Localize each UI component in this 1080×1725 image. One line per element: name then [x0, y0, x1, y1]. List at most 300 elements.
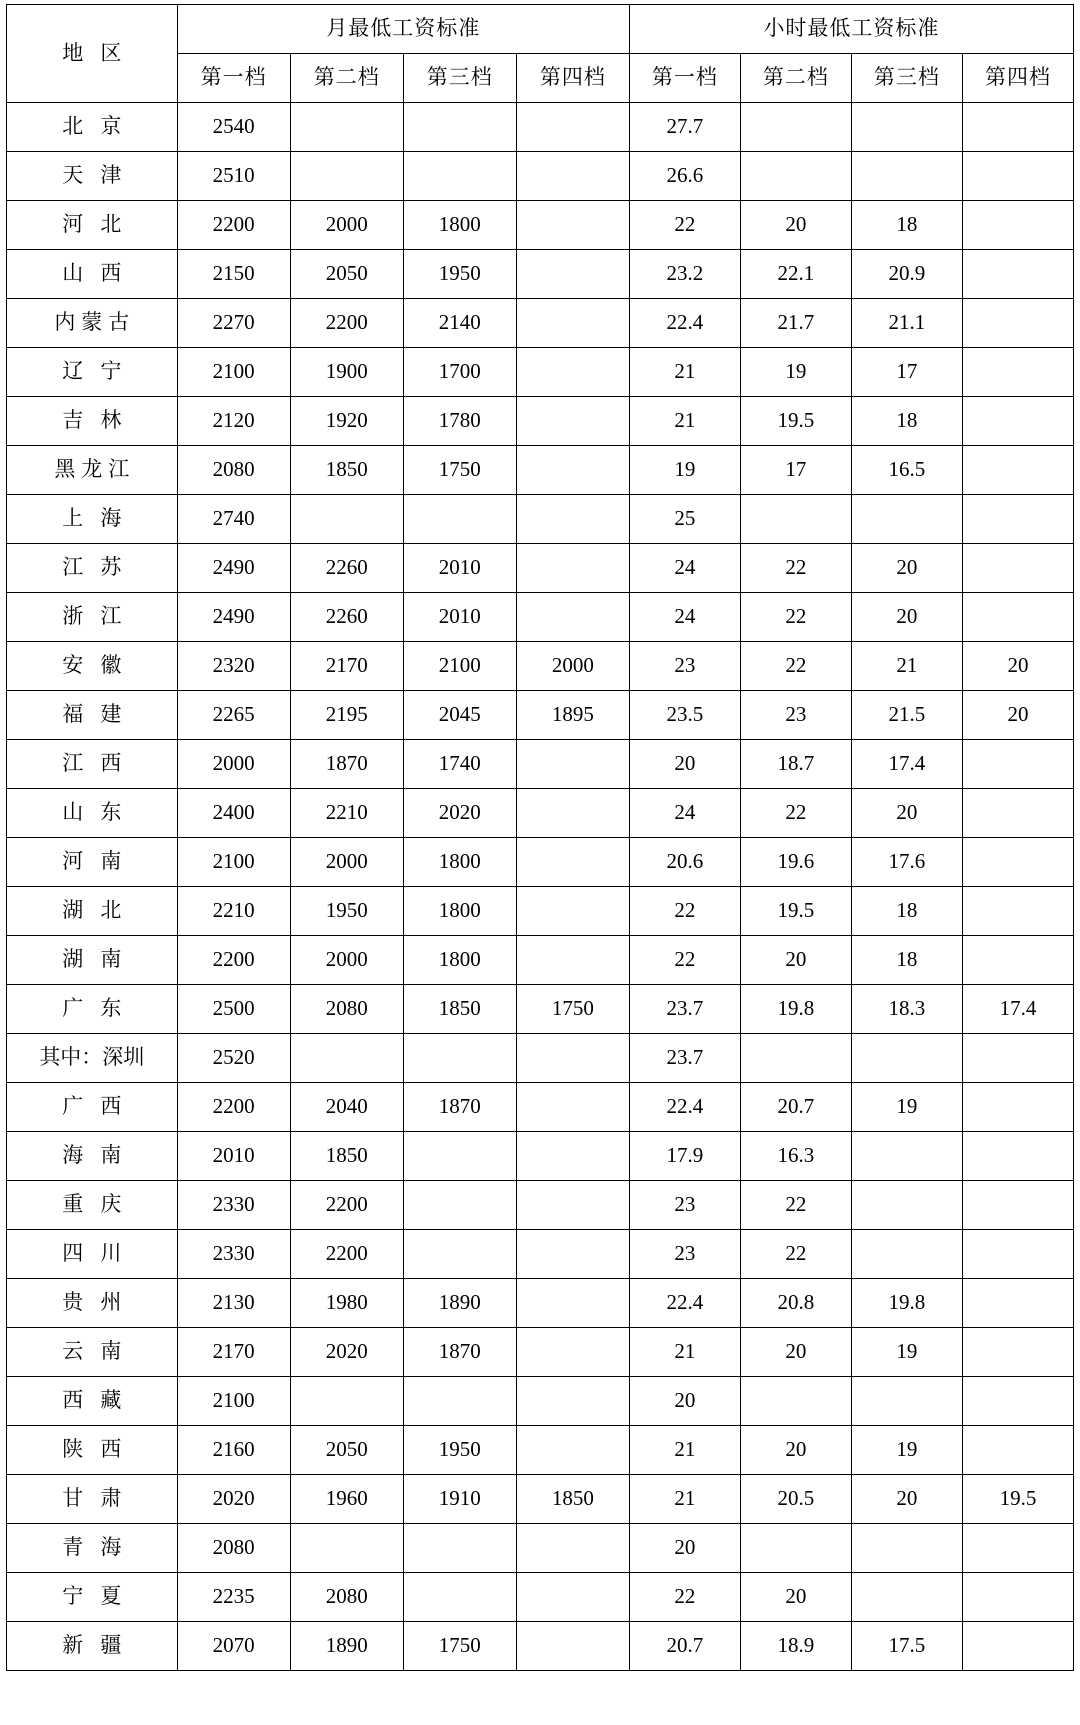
hourly-tier-3-cell: 19: [851, 1328, 962, 1377]
monthly-tier-1-cell: 2010: [177, 1132, 290, 1181]
hourly-tier-4-cell: 20: [962, 691, 1073, 740]
monthly-tier-4-cell: [516, 103, 629, 152]
hourly-tier-1-cell: 22: [629, 1573, 740, 1622]
monthly-tier-1-cell: 2000: [177, 740, 290, 789]
hourly-tier-2-cell: 22.1: [740, 250, 851, 299]
hourly-tier-2-cell: 20.7: [740, 1083, 851, 1132]
region-cell: 安 徽: [7, 642, 178, 691]
monthly-tier-3-cell: [403, 103, 516, 152]
monthly-tier-2-cell: 2000: [290, 936, 403, 985]
hourly-tier-2-cell: [740, 495, 851, 544]
region-cell: 江 苏: [7, 544, 178, 593]
monthly-tier-2-cell: 2260: [290, 544, 403, 593]
hourly-tier-2-cell: 17: [740, 446, 851, 495]
monthly-tier-3-cell: [403, 1132, 516, 1181]
hourly-tier-3-cell: 18: [851, 201, 962, 250]
hourly-tier-4-cell: [962, 887, 1073, 936]
hourly-tier-4-cell: [962, 544, 1073, 593]
monthly-tier-3-cell: 1750: [403, 446, 516, 495]
region-cell: 陕 西: [7, 1426, 178, 1475]
region-cell: 西 藏: [7, 1377, 178, 1426]
table-body: [7, 103, 1074, 1671]
header-monthly-tier-3: 第三档: [403, 54, 516, 103]
hourly-tier-4-cell: [962, 1328, 1073, 1377]
hourly-tier-2-cell: 20: [740, 1573, 851, 1622]
monthly-tier-4-cell: [516, 495, 629, 544]
monthly-tier-1-cell: 2120: [177, 397, 290, 446]
monthly-tier-2-cell: 2210: [290, 789, 403, 838]
hourly-tier-3-cell: 17.5: [851, 1622, 962, 1671]
hourly-tier-1-cell: 20.6: [629, 838, 740, 887]
monthly-tier-3-cell: 2140: [403, 299, 516, 348]
hourly-tier-3-cell: [851, 1524, 962, 1573]
monthly-tier-4-cell: [516, 446, 629, 495]
hourly-tier-3-cell: [851, 495, 962, 544]
table-row: [7, 985, 1074, 1034]
hourly-tier-4-cell: [962, 103, 1073, 152]
table-row: [7, 299, 1074, 348]
region-cell: 内蒙古: [7, 299, 178, 348]
region-cell: 甘 肃: [7, 1475, 178, 1524]
hourly-tier-3-cell: [851, 1230, 962, 1279]
hourly-tier-3-cell: [851, 1132, 962, 1181]
table-row: [7, 348, 1074, 397]
monthly-tier-3-cell: 1950: [403, 250, 516, 299]
region-cell: 北 京: [7, 103, 178, 152]
region-cell: 上 海: [7, 495, 178, 544]
hourly-tier-2-cell: 22: [740, 642, 851, 691]
header-monthly-tier-4: 第四档: [516, 54, 629, 103]
monthly-tier-4-cell: [516, 152, 629, 201]
hourly-tier-2-cell: 22: [740, 1181, 851, 1230]
region-cell: 天 津: [7, 152, 178, 201]
hourly-tier-1-cell: 23: [629, 1181, 740, 1230]
hourly-tier-2-cell: 22: [740, 789, 851, 838]
region-cell: 河 北: [7, 201, 178, 250]
hourly-tier-3-cell: 20: [851, 1475, 962, 1524]
monthly-tier-3-cell: 1800: [403, 838, 516, 887]
table-row: [7, 1132, 1074, 1181]
table-row: [7, 495, 1074, 544]
table-row: [7, 887, 1074, 936]
monthly-tier-1-cell: 2080: [177, 1524, 290, 1573]
hourly-tier-2-cell: 20.5: [740, 1475, 851, 1524]
monthly-tier-2-cell: 2050: [290, 1426, 403, 1475]
monthly-tier-4-cell: [516, 348, 629, 397]
monthly-tier-3-cell: [403, 495, 516, 544]
monthly-tier-2-cell: 2200: [290, 299, 403, 348]
hourly-tier-4-cell: [962, 299, 1073, 348]
monthly-tier-4-cell: [516, 1524, 629, 1573]
table-row: [7, 1230, 1074, 1279]
monthly-tier-2-cell: 2000: [290, 201, 403, 250]
table-row: [7, 593, 1074, 642]
table-row: [7, 152, 1074, 201]
table-row: [7, 936, 1074, 985]
table-row: [7, 740, 1074, 789]
monthly-tier-3-cell: 1890: [403, 1279, 516, 1328]
monthly-tier-1-cell: 2740: [177, 495, 290, 544]
hourly-tier-4-cell: [962, 1573, 1073, 1622]
monthly-tier-1-cell: 2235: [177, 1573, 290, 1622]
region-cell: 河 南: [7, 838, 178, 887]
hourly-tier-3-cell: 21.5: [851, 691, 962, 740]
region-cell: 广 东: [7, 985, 178, 1034]
hourly-tier-3-cell: 19: [851, 1083, 962, 1132]
monthly-tier-3-cell: 2010: [403, 544, 516, 593]
hourly-tier-2-cell: 20: [740, 201, 851, 250]
monthly-tier-1-cell: 2265: [177, 691, 290, 740]
monthly-tier-1-cell: 2500: [177, 985, 290, 1034]
hourly-tier-3-cell: 21: [851, 642, 962, 691]
hourly-tier-3-cell: [851, 1573, 962, 1622]
hourly-tier-4-cell: [962, 1181, 1073, 1230]
region-cell: 吉 林: [7, 397, 178, 446]
monthly-tier-4-cell: [516, 1328, 629, 1377]
monthly-tier-3-cell: 1850: [403, 985, 516, 1034]
table-header: [7, 5, 1074, 103]
table-row: [7, 1524, 1074, 1573]
monthly-tier-2-cell: 1850: [290, 446, 403, 495]
hourly-tier-3-cell: 18: [851, 887, 962, 936]
table-row: [7, 446, 1074, 495]
monthly-tier-4-cell: [516, 397, 629, 446]
monthly-tier-3-cell: 1780: [403, 397, 516, 446]
hourly-tier-1-cell: 23.7: [629, 1034, 740, 1083]
hourly-tier-4-cell: [962, 1230, 1073, 1279]
hourly-tier-3-cell: 17.4: [851, 740, 962, 789]
monthly-tier-1-cell: 2150: [177, 250, 290, 299]
document-sheet: [0, 4, 1080, 1671]
hourly-tier-1-cell: 23.2: [629, 250, 740, 299]
region-cell: 广 西: [7, 1083, 178, 1132]
monthly-tier-3-cell: 2010: [403, 593, 516, 642]
hourly-tier-3-cell: 20: [851, 593, 962, 642]
hourly-tier-1-cell: 23.5: [629, 691, 740, 740]
region-cell: 青 海: [7, 1524, 178, 1573]
table-row: [7, 789, 1074, 838]
monthly-tier-3-cell: [403, 152, 516, 201]
hourly-tier-3-cell: 20.9: [851, 250, 962, 299]
monthly-tier-3-cell: 1800: [403, 201, 516, 250]
hourly-tier-1-cell: 21: [629, 1426, 740, 1475]
hourly-tier-3-cell: [851, 1034, 962, 1083]
hourly-tier-1-cell: 21: [629, 397, 740, 446]
monthly-tier-3-cell: [403, 1230, 516, 1279]
hourly-tier-1-cell: 20.7: [629, 1622, 740, 1671]
hourly-tier-4-cell: [962, 1524, 1073, 1573]
monthly-tier-4-cell: 1750: [516, 985, 629, 1034]
hourly-tier-3-cell: [851, 103, 962, 152]
hourly-tier-4-cell: [962, 152, 1073, 201]
monthly-tier-1-cell: 2070: [177, 1622, 290, 1671]
hourly-tier-3-cell: 20: [851, 789, 962, 838]
hourly-tier-1-cell: 22.4: [629, 1279, 740, 1328]
hourly-tier-2-cell: 22: [740, 544, 851, 593]
table-row: [7, 1377, 1074, 1426]
hourly-tier-1-cell: 22: [629, 201, 740, 250]
monthly-tier-2-cell: 2200: [290, 1181, 403, 1230]
hourly-tier-1-cell: 20: [629, 740, 740, 789]
monthly-tier-1-cell: 2200: [177, 936, 290, 985]
region-cell: 辽 宁: [7, 348, 178, 397]
monthly-tier-4-cell: [516, 789, 629, 838]
hourly-tier-4-cell: [962, 397, 1073, 446]
monthly-tier-3-cell: 1750: [403, 1622, 516, 1671]
monthly-tier-4-cell: [516, 1279, 629, 1328]
monthly-tier-2-cell: 2080: [290, 985, 403, 1034]
region-cell: 湖 北: [7, 887, 178, 936]
monthly-tier-1-cell: 2490: [177, 544, 290, 593]
hourly-tier-4-cell: [962, 1622, 1073, 1671]
hourly-tier-4-cell: [962, 1279, 1073, 1328]
hourly-tier-3-cell: 18.3: [851, 985, 962, 1034]
hourly-tier-4-cell: [962, 1132, 1073, 1181]
monthly-tier-4-cell: 1895: [516, 691, 629, 740]
monthly-tier-3-cell: [403, 1034, 516, 1083]
region-cell: 云 南: [7, 1328, 178, 1377]
table-row: [7, 397, 1074, 446]
table-row: [7, 691, 1074, 740]
hourly-tier-1-cell: 22.4: [629, 1083, 740, 1132]
monthly-tier-2-cell: 1920: [290, 397, 403, 446]
table-row: [7, 1279, 1074, 1328]
table-row: [7, 1426, 1074, 1475]
hourly-tier-2-cell: [740, 103, 851, 152]
region-cell: 湖 南: [7, 936, 178, 985]
monthly-tier-3-cell: 2100: [403, 642, 516, 691]
region-cell: 四 川: [7, 1230, 178, 1279]
monthly-tier-2-cell: 1950: [290, 887, 403, 936]
monthly-tier-2-cell: [290, 103, 403, 152]
hourly-tier-3-cell: [851, 1377, 962, 1426]
hourly-tier-4-cell: [962, 1034, 1073, 1083]
header-hourly-group: 小时最低工资标准: [629, 5, 1073, 54]
hourly-tier-4-cell: [962, 348, 1073, 397]
region-cell: 宁 夏: [7, 1573, 178, 1622]
header-hourly-tier-2: 第二档: [740, 54, 851, 103]
header-hourly-tier-4: 第四档: [962, 54, 1073, 103]
region-cell: 山 东: [7, 789, 178, 838]
hourly-tier-2-cell: 23: [740, 691, 851, 740]
hourly-tier-1-cell: 23: [629, 642, 740, 691]
monthly-tier-2-cell: 2040: [290, 1083, 403, 1132]
hourly-tier-2-cell: 18.7: [740, 740, 851, 789]
hourly-tier-4-cell: 20: [962, 642, 1073, 691]
hourly-tier-4-cell: [962, 495, 1073, 544]
monthly-tier-4-cell: [516, 1622, 629, 1671]
monthly-tier-2-cell: [290, 1524, 403, 1573]
monthly-tier-3-cell: 2045: [403, 691, 516, 740]
monthly-tier-3-cell: [403, 1524, 516, 1573]
monthly-tier-1-cell: 2080: [177, 446, 290, 495]
hourly-tier-2-cell: [740, 1034, 851, 1083]
hourly-tier-3-cell: [851, 152, 962, 201]
monthly-tier-4-cell: [516, 1377, 629, 1426]
monthly-tier-3-cell: 1870: [403, 1328, 516, 1377]
monthly-tier-1-cell: 2330: [177, 1181, 290, 1230]
hourly-tier-2-cell: 19.5: [740, 397, 851, 446]
table-row: [7, 1475, 1074, 1524]
hourly-tier-2-cell: 18.9: [740, 1622, 851, 1671]
monthly-tier-4-cell: [516, 1181, 629, 1230]
table-row: [7, 1622, 1074, 1671]
hourly-tier-3-cell: 18: [851, 397, 962, 446]
monthly-tier-3-cell: 2020: [403, 789, 516, 838]
hourly-tier-2-cell: 16.3: [740, 1132, 851, 1181]
monthly-tier-2-cell: [290, 495, 403, 544]
hourly-tier-4-cell: [962, 838, 1073, 887]
hourly-tier-4-cell: [962, 1083, 1073, 1132]
table-row: [7, 1328, 1074, 1377]
monthly-tier-2-cell: 2000: [290, 838, 403, 887]
monthly-tier-3-cell: 1910: [403, 1475, 516, 1524]
monthly-tier-1-cell: 2320: [177, 642, 290, 691]
monthly-tier-2-cell: 2200: [290, 1230, 403, 1279]
region-cell: 浙 江: [7, 593, 178, 642]
hourly-tier-1-cell: 24: [629, 789, 740, 838]
hourly-tier-3-cell: [851, 1181, 962, 1230]
monthly-tier-3-cell: 1950: [403, 1426, 516, 1475]
hourly-tier-1-cell: 20: [629, 1524, 740, 1573]
monthly-tier-4-cell: 2000: [516, 642, 629, 691]
minimum-wage-table: [6, 4, 1074, 1671]
table-row: [7, 201, 1074, 250]
monthly-tier-2-cell: 1850: [290, 1132, 403, 1181]
hourly-tier-2-cell: 21.7: [740, 299, 851, 348]
monthly-tier-1-cell: 2330: [177, 1230, 290, 1279]
hourly-tier-1-cell: 23.7: [629, 985, 740, 1034]
table-row: [7, 1083, 1074, 1132]
header-hourly-tier-3: 第三档: [851, 54, 962, 103]
hourly-tier-3-cell: 21.1: [851, 299, 962, 348]
header-row-groups: [7, 5, 1074, 54]
hourly-tier-4-cell: 17.4: [962, 985, 1073, 1034]
region-cell: 黑龙江: [7, 446, 178, 495]
table-row: [7, 1034, 1074, 1083]
monthly-tier-4-cell: [516, 740, 629, 789]
header-monthly-tier-1: 第一档: [177, 54, 290, 103]
monthly-tier-4-cell: [516, 544, 629, 593]
hourly-tier-2-cell: 20: [740, 1328, 851, 1377]
monthly-tier-4-cell: [516, 1230, 629, 1279]
hourly-tier-3-cell: 17: [851, 348, 962, 397]
monthly-tier-4-cell: [516, 1083, 629, 1132]
monthly-tier-4-cell: [516, 1034, 629, 1083]
monthly-tier-3-cell: 1700: [403, 348, 516, 397]
monthly-tier-2-cell: [290, 1377, 403, 1426]
table-row: [7, 838, 1074, 887]
hourly-tier-2-cell: [740, 1524, 851, 1573]
monthly-tier-1-cell: 2210: [177, 887, 290, 936]
hourly-tier-1-cell: 22.4: [629, 299, 740, 348]
hourly-tier-3-cell: 18: [851, 936, 962, 985]
monthly-tier-3-cell: 1870: [403, 1083, 516, 1132]
monthly-tier-4-cell: 1850: [516, 1475, 629, 1524]
hourly-tier-3-cell: 19.8: [851, 1279, 962, 1328]
monthly-tier-4-cell: [516, 936, 629, 985]
monthly-tier-4-cell: [516, 201, 629, 250]
monthly-tier-1-cell: 2200: [177, 201, 290, 250]
monthly-tier-2-cell: 2050: [290, 250, 403, 299]
monthly-tier-2-cell: 2080: [290, 1573, 403, 1622]
hourly-tier-2-cell: [740, 1377, 851, 1426]
table-row: [7, 642, 1074, 691]
hourly-tier-1-cell: 21: [629, 1475, 740, 1524]
hourly-tier-1-cell: 21: [629, 348, 740, 397]
hourly-tier-4-cell: [962, 201, 1073, 250]
hourly-tier-1-cell: 24: [629, 544, 740, 593]
monthly-tier-4-cell: [516, 1132, 629, 1181]
table-row: [7, 1181, 1074, 1230]
region-cell: 其中：深圳: [7, 1034, 178, 1083]
hourly-tier-4-cell: [962, 936, 1073, 985]
monthly-tier-1-cell: 2100: [177, 348, 290, 397]
hourly-tier-4-cell: [962, 789, 1073, 838]
monthly-tier-4-cell: [516, 1426, 629, 1475]
hourly-tier-1-cell: 21: [629, 1328, 740, 1377]
monthly-tier-3-cell: [403, 1573, 516, 1622]
monthly-tier-3-cell: [403, 1181, 516, 1230]
hourly-tier-1-cell: 25: [629, 495, 740, 544]
monthly-tier-4-cell: [516, 887, 629, 936]
hourly-tier-1-cell: 22: [629, 887, 740, 936]
monthly-tier-2-cell: 1900: [290, 348, 403, 397]
monthly-tier-1-cell: 2170: [177, 1328, 290, 1377]
monthly-tier-1-cell: 2200: [177, 1083, 290, 1132]
monthly-tier-2-cell: 2170: [290, 642, 403, 691]
monthly-tier-2-cell: 1890: [290, 1622, 403, 1671]
monthly-tier-1-cell: 2100: [177, 838, 290, 887]
hourly-tier-2-cell: 20: [740, 1426, 851, 1475]
hourly-tier-2-cell: 19.8: [740, 985, 851, 1034]
hourly-tier-2-cell: 20.8: [740, 1279, 851, 1328]
table-row: [7, 250, 1074, 299]
region-cell: 海 南: [7, 1132, 178, 1181]
hourly-tier-4-cell: [962, 1377, 1073, 1426]
hourly-tier-3-cell: 16.5: [851, 446, 962, 495]
monthly-tier-2-cell: [290, 1034, 403, 1083]
hourly-tier-3-cell: 19: [851, 1426, 962, 1475]
hourly-tier-2-cell: 22: [740, 1230, 851, 1279]
monthly-tier-2-cell: 2195: [290, 691, 403, 740]
monthly-tier-1-cell: 2490: [177, 593, 290, 642]
hourly-tier-2-cell: 22: [740, 593, 851, 642]
monthly-tier-4-cell: [516, 299, 629, 348]
region-cell: 重 庆: [7, 1181, 178, 1230]
header-monthly-tier-2: 第二档: [290, 54, 403, 103]
monthly-tier-2-cell: 1870: [290, 740, 403, 789]
monthly-tier-1-cell: 2270: [177, 299, 290, 348]
table-row: [7, 1573, 1074, 1622]
hourly-tier-1-cell: 24: [629, 593, 740, 642]
monthly-tier-4-cell: [516, 250, 629, 299]
monthly-tier-1-cell: 2540: [177, 103, 290, 152]
hourly-tier-1-cell: 27.7: [629, 103, 740, 152]
hourly-tier-1-cell: 17.9: [629, 1132, 740, 1181]
monthly-tier-1-cell: 2130: [177, 1279, 290, 1328]
region-cell: 福 建: [7, 691, 178, 740]
monthly-tier-3-cell: 1740: [403, 740, 516, 789]
monthly-tier-2-cell: 1960: [290, 1475, 403, 1524]
region-cell: 山 西: [7, 250, 178, 299]
monthly-tier-1-cell: 2510: [177, 152, 290, 201]
hourly-tier-1-cell: 26.6: [629, 152, 740, 201]
hourly-tier-4-cell: 19.5: [962, 1475, 1073, 1524]
hourly-tier-4-cell: [962, 593, 1073, 642]
hourly-tier-1-cell: 20: [629, 1377, 740, 1426]
hourly-tier-4-cell: [962, 250, 1073, 299]
